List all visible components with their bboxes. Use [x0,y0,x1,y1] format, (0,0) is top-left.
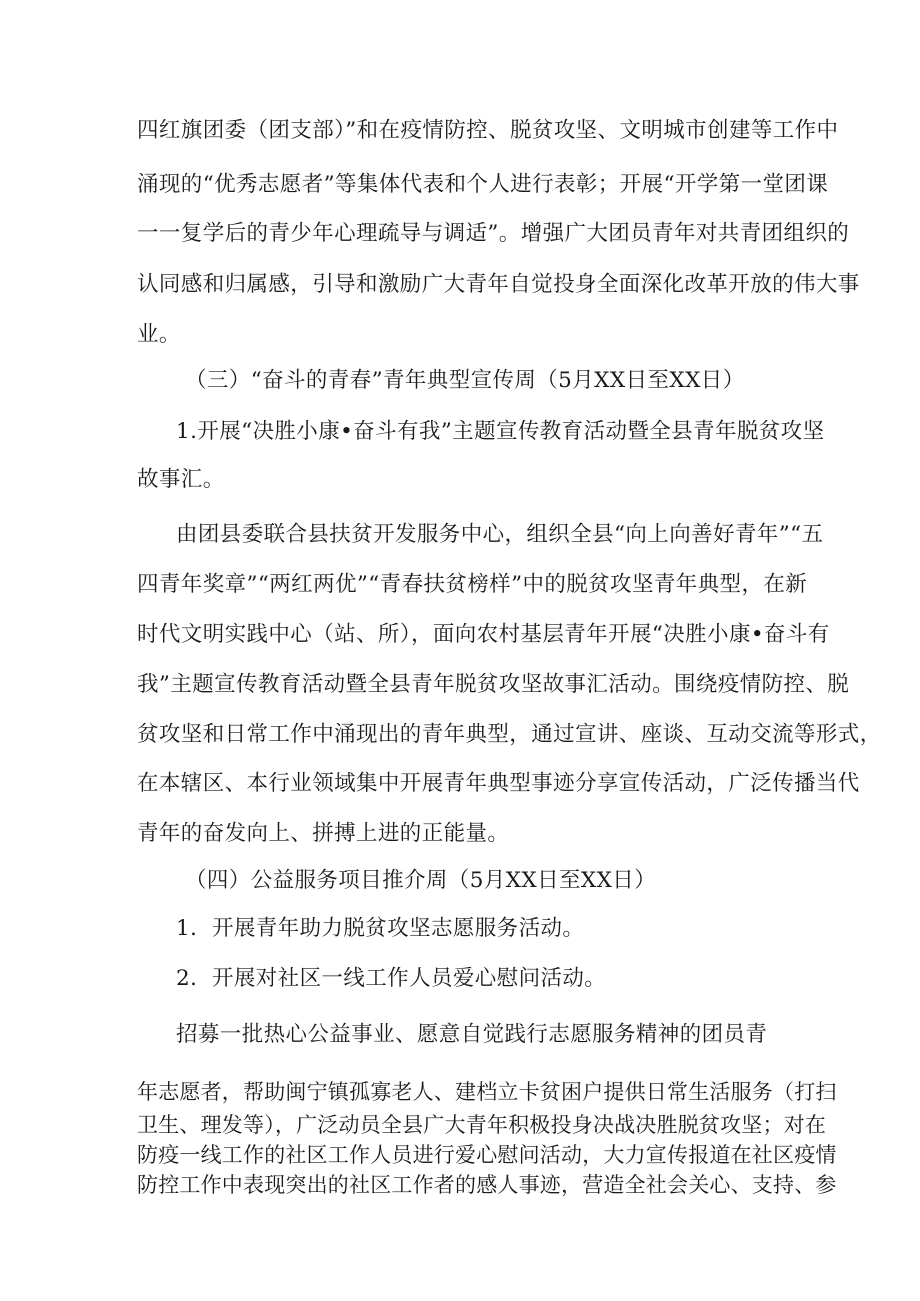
paragraph-line: 青年的奋发向上、拼搏上进的正能量。 [137,821,510,846]
list-item: 1.开展“决胜小康•奋斗有我”主题宣传教育活动暨全县青年脱贫攻坚 [176,419,825,444]
paragraph-line: 招募一批热心公益事业、愿意自觉践行志愿服务精神的团员青 [176,1022,768,1047]
list-item: 1．开展青年助力脱贫攻坚志愿服务活动。 [176,916,585,941]
paragraph-line: 四青年奖章”“两红两优”“青春扶贫榜样”中的脱贫攻坚青年典型，在新 [137,572,808,597]
paragraph-line: 我”主题宣传教育活动暨全县青年脱贫攻坚故事汇活动。围绕疫情防控、脱 [137,672,850,697]
paragraph-line: 时代文明实践中心（站、所），面向农村基层青年开展“决胜小康•奋斗有 [137,622,830,647]
paragraph-line: 贫攻坚和日常工作中涌现出的青年典型，通过宣讲、座谈、互动交流等形式， [137,722,882,747]
paragraph-line: 涌现的“优秀志愿者”等集体代表和个人进行表彰；开展“开学第一堂团课 [137,172,829,197]
section-heading: （四）公益服务项目推介周（5月XX日至XX日） [185,868,657,893]
paragraph-line: 故事汇。 [137,467,225,492]
paragraph-line: 卫生、理发等），广泛动员全县广大青年积极投身决战决胜脱贫攻坚；对在 [137,1113,827,1137]
list-item: 2．开展对社区一线工作人员爱心慰问活动。 [176,966,607,991]
paragraph-line: 一一复学后的青少年心理疏导与调适”。增强广大团员青年对共青团组织的 [137,221,850,246]
paragraph-line: 由团县委联合县扶贫开发服务中心，组织全县“向上向善好青年”“五 [176,522,824,547]
paragraph-line: 在本辖区、本行业领域集中开展青年典型事迹分享宣传活动，广泛传播当代 [137,771,860,796]
paragraph-line: 四红旗团委（团支部）”和在疫情防控、脱贫攻坚、文明城市创建等工作中 [137,118,839,143]
paragraph-line: 业。 [137,322,181,347]
paragraph-line: 防控工作中表现突出的社区工作者的感人事迹，营造全社会关心、支持、参 [137,1173,837,1197]
paragraph-line: 认同感和归属感，引导和激励广大青年自觉投身全面深化改革开放的伟大事 [137,272,860,297]
paragraph-line: 防疫一线工作的社区工作人员进行爱心慰问活动，大力宣传报道在社区疫情 [137,1143,837,1167]
section-heading: （三）“奋斗的青春”青年典型宣传周（5月XX日至XX日） [185,368,745,393]
paragraph-line: 年志愿者，帮助闽宁镇孤寡老人、建档立卡贫困户提供日常生活服务（打扫 [137,1080,837,1104]
